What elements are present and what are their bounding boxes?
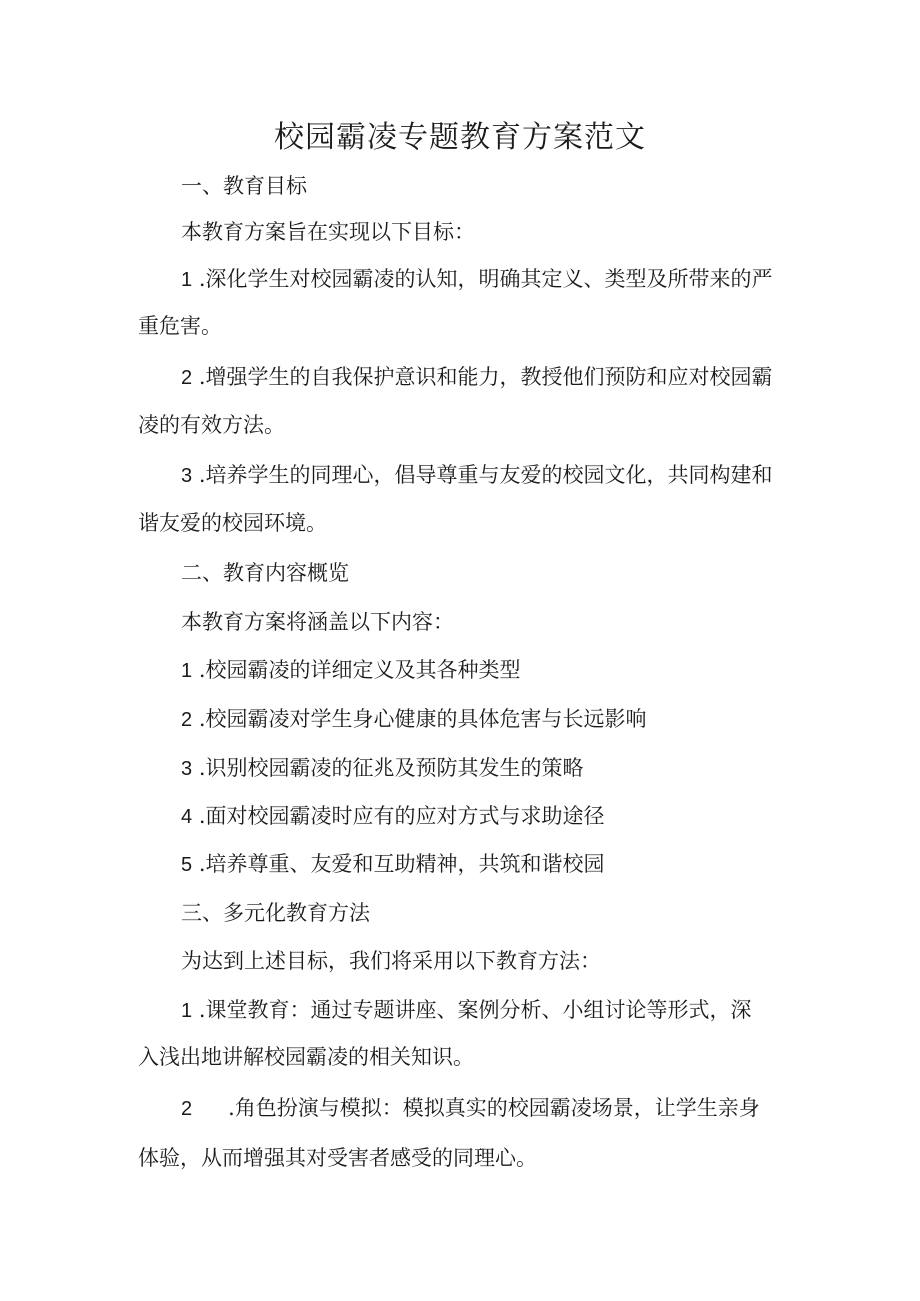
list-text: .识别校园霸凌的征兆及预防其发生的策略 bbox=[198, 756, 584, 780]
list-number: 3 bbox=[181, 758, 193, 780]
list-item-3-2-cont: 体验，从而增强其对受害者感受的同理心。 bbox=[138, 1146, 537, 1170]
list-item-2-4 bbox=[181, 801, 605, 832]
list-text: .培养学生的同理心，倡导尊重与友爱的校园文化，共同构建和 bbox=[198, 463, 773, 487]
list-item-2-5 bbox=[181, 849, 605, 880]
list-item-1-2-cont: 凌的有效方法。 bbox=[138, 413, 285, 437]
list-number: 1 bbox=[181, 269, 193, 291]
list-text: .角色扮演与模拟：模拟真实的校园霸凌场景，让学生亲身 bbox=[228, 1096, 760, 1120]
list-number: 5 bbox=[181, 854, 193, 876]
list-item-1-2 bbox=[181, 362, 773, 393]
section-heading-1: 一、教育目标 bbox=[181, 174, 307, 198]
list-text: .深化学生对校园霸凌的认知，明确其定义、类型及所带来的严 bbox=[198, 267, 773, 291]
list-item-1-1 bbox=[181, 264, 773, 295]
list-text: .课堂教育：通过专题讲座、案例分析、小组讨论等形式，深 bbox=[198, 998, 752, 1022]
list-number: 2 bbox=[181, 367, 193, 389]
list-item-3-1 bbox=[181, 995, 752, 1026]
list-text: .校园霸凌的详细定义及其各种类型 bbox=[198, 658, 521, 682]
list-number: 1 bbox=[181, 660, 193, 682]
section-intro-1: 本教育方案旨在实现以下目标： bbox=[181, 220, 475, 244]
section-intro-2: 本教育方案将涵盖以下内容： bbox=[181, 610, 454, 634]
list-item-3-1-cont: 入浅出地讲解校园霸凌的相关知识。 bbox=[138, 1045, 474, 1069]
list-item-1-1-cont: 重危害。 bbox=[138, 314, 222, 338]
list-item-2-1 bbox=[181, 655, 521, 686]
document-title: 校园霸凌专题教育方案范文 bbox=[274, 120, 646, 155]
section-heading-2: 二、教育内容概览 bbox=[181, 561, 349, 585]
list-text: .增强学生的自我保护意识和能力，教授他们预防和应对校园霸 bbox=[198, 365, 773, 389]
list-item-3-2 bbox=[181, 1093, 760, 1124]
list-item-2-2 bbox=[181, 704, 647, 735]
list-number: 4 bbox=[181, 806, 193, 828]
list-text: .面对校园霸凌时应有的应对方式与求助途径 bbox=[198, 804, 605, 828]
list-number: 1 bbox=[181, 1000, 193, 1022]
section-intro-3: 为达到上述目标，我们将采用以下教育方法： bbox=[181, 949, 601, 973]
list-text: .校园霸凌对学生身心健康的具体危害与长远影响 bbox=[198, 707, 647, 731]
section-heading-3: 三、多元化教育方法 bbox=[181, 901, 370, 925]
list-item-1-3-cont: 谐友爱的校园环境。 bbox=[138, 511, 327, 535]
list-number: 3 bbox=[181, 465, 193, 487]
list-number: 2 bbox=[181, 1098, 193, 1120]
list-number: 2 bbox=[181, 709, 193, 731]
list-text: .培养尊重、友爱和互助精神，共筑和谐校园 bbox=[198, 852, 605, 876]
list-item-2-3 bbox=[181, 753, 584, 784]
list-item-1-3 bbox=[181, 460, 773, 491]
